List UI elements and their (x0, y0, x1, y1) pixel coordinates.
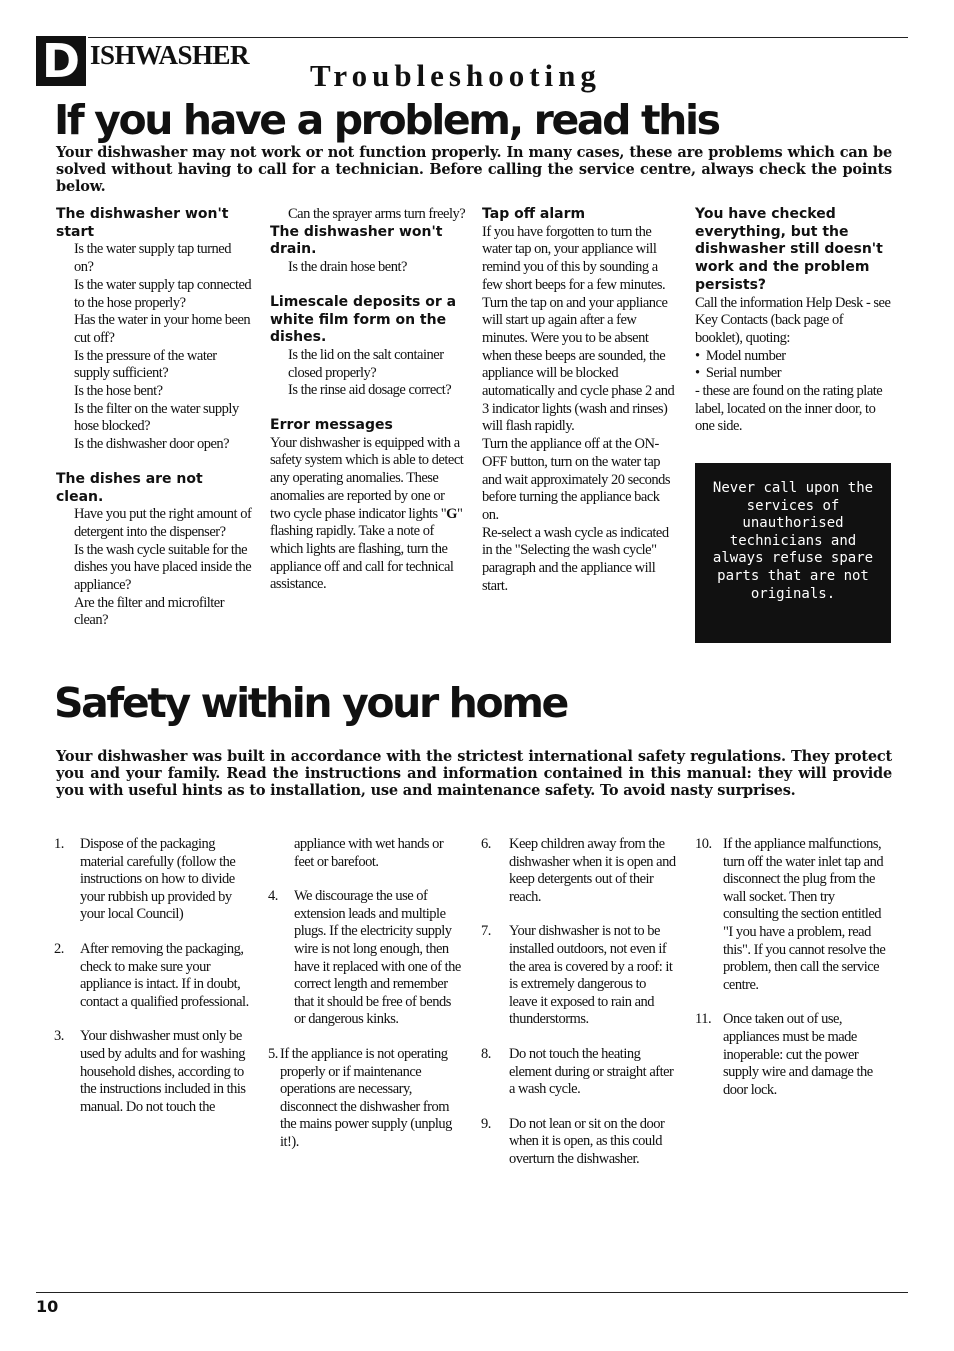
tap-off-text-2: Turn the appliance off at the ON-OFF button, turn on the water tap and wait approximately 20 seconds before turning the appliance back on. (482, 436, 671, 523)
help-desk-text: Call the information Help Desk - see Key Contacts (back page of booklet), quoting: (695, 294, 891, 346)
safety-intro: Your dishwasher was built in accordance with the strictest international safety regulations. They protect you and your family. Read the instructions and information contained in this manual: they will provide you with useful hints as to installation, use and maintenance safety. To avoid nasty surprises. (56, 748, 892, 799)
list-item: 8. Do not touch the heating element during or straight after a wash cycle. (481, 1045, 674, 1098)
list-item: Is the lid on the salt container closed properly? (288, 346, 444, 381)
heading-tap-off-alarm: Tap off alarm (482, 206, 586, 222)
safety-column-2 (268, 836, 464, 1152)
error-messages-text: Your dishwasher is equipped with a safety system which is able to detect any operating anomalies. These anomalies are reported by one or two cycle phase indicator lights "G" flashing rapidly. Take a note of which lights are flashing, turn the appliance off and call for technical assistance. (270, 434, 464, 593)
safety-column-3 (481, 836, 677, 1169)
list-item: Can the sprayer arms turn freely? (288, 206, 466, 222)
brand-name: ISHWASHER (90, 40, 250, 70)
heading-wont-drain: The dishwasher won't drain. (270, 223, 443, 258)
list-not-clean (56, 506, 252, 630)
list-item: Has the water in your home been cut off? (74, 312, 251, 346)
list-item: Is the water supply tap turned on? (74, 241, 231, 276)
list-item: Is the wash cycle suitable for the dishes you have placed inside the appliance? (74, 541, 252, 594)
heading-wont-start: The dishwasher won't start (56, 206, 229, 240)
list-item: 2. After removing the packaging, check to make sure your appliance is intact. If in doubt, contact a qualified professional. (54, 940, 249, 1010)
rating-plate-note: - these are found on the rating plate label, located on the inner door, to one side. (695, 383, 883, 435)
trouble-column-1 (56, 206, 252, 630)
top-rule (88, 37, 908, 38)
list-item: Is the filter on the water supply hose blocked? (74, 400, 239, 435)
list-item: 9. Do not lean or sit on the door when it is open, as this could overturn the dishwasher. (481, 1115, 665, 1167)
tap-off-text-1: If you have forgotten to turn the water tap on, your appliance will remind you of this by sounding a few short beeps for a few minutes. Turn the tap on and your appliance will start up again after a few minutes. Were you to be absent when these beeps are sounded, the appliance will be blocked automatically and cycle phase 2 and 3 indicator lights (wash and rinses) will flash rapidly. (482, 223, 675, 435)
list-item: Have you put the right amount of detergent into the dispenser? (74, 506, 252, 540)
brand-logo-letter: D (36, 36, 86, 86)
troubleshooting-intro: Your dishwasher may not work or not function properly. In many cases, these are problems which can be solved without having to call for a technician. Before calling the service centre, always check the points below. (56, 144, 892, 195)
trouble-column-2 (270, 206, 466, 594)
list-item: Is the water supply tap connected to the hose properly? (74, 276, 252, 311)
page-number: 10 (36, 1297, 59, 1316)
list-item: Is the rinse aid dosage correct? (288, 382, 452, 399)
tap-off-text-3: Re-select a wash cycle as indicated in the "Selecting the wash cycle" paragraph and the appliance will start. (482, 524, 669, 594)
section-label: Troubleshooting (310, 58, 601, 93)
trouble-column-4 (695, 206, 893, 436)
list-item: 10. If the appliance malfunctions, turn off the water inlet tap and disconnect the plug from the wall socket. Then try consulting the section entitled "I you have a problem, read this". If you cannot resolve the problem, then call the service centre. (695, 836, 886, 993)
safety-column-1 (54, 836, 250, 1116)
list-item: 6. Keep children away from the dishwasher when it is open and keep detergents out of their reach. (481, 836, 676, 905)
list-wont-start (56, 241, 252, 453)
heading-error-messages: Error messages (270, 417, 393, 434)
bullet-model-number: • Model number (695, 347, 786, 364)
warning-notice-box: Never call upon the services of unauthorised technicians and always refuse spare parts that are not originals. (695, 463, 891, 643)
list-item: 7. Your dishwasher is not to be installed outdoors, not even if the area is covered by a roof: it is extremely dangerous to leave it exposed to rain and thunderstorms. (481, 923, 673, 1028)
bottom-rule (36, 1292, 908, 1293)
list-item: 1. Dispose of the packaging material carefully (follow the instructions on how to divide your rubbish up provided by your local Council) (54, 836, 236, 923)
troubleshooting-title: If you have a problem, read this (54, 96, 719, 144)
heading-problem-persists: You have checked everything, but the dishwasher still doesn't work and the problem persists? (695, 206, 883, 293)
list-item: Is the dishwasher door open? (74, 436, 230, 453)
heading-not-clean: The dishes are not clean. (56, 470, 203, 505)
list-item: Is the drain hose bent? (288, 259, 407, 276)
trouble-column-3 (482, 206, 678, 595)
list-item: 11. Once taken out of use, appliances must be made inoperable: cut the power supply wire and damage the door lock. (695, 1011, 873, 1098)
bullet-serial-number: • Serial number (695, 365, 782, 382)
safety-title: Safety within your home (54, 679, 567, 727)
list-item-continued: appliance with wet hands or feet or barefoot. (294, 836, 444, 870)
list-item: 3. Your dishwasher must only be used by adults and for washing household dishes, according to the instructions included in this manual. Do not touch the (54, 1028, 246, 1115)
list-item: 4. We discourage the use of extension leads and multiple plugs. If the electricity supply wire is not long enough, then have it replaced with one of the correct length and remember that it should be free of bends or dangerous kinks. (268, 888, 461, 1028)
list-item: Is the hose bent? (74, 383, 163, 400)
list-item: 5. If the appliance is not operating properly or if maintenance operations are necessary, disconnect the dishwasher from the mains power supply (unplug it!). (268, 1045, 452, 1150)
heading-limescale: Limescale deposits or a white film form on the dishes. (270, 293, 457, 346)
list-item: Is the pressure of the water supply sufficient? (74, 347, 217, 382)
list-item: Are the filter and microfilter clean? (74, 594, 225, 629)
safety-column-4 (695, 836, 891, 1099)
